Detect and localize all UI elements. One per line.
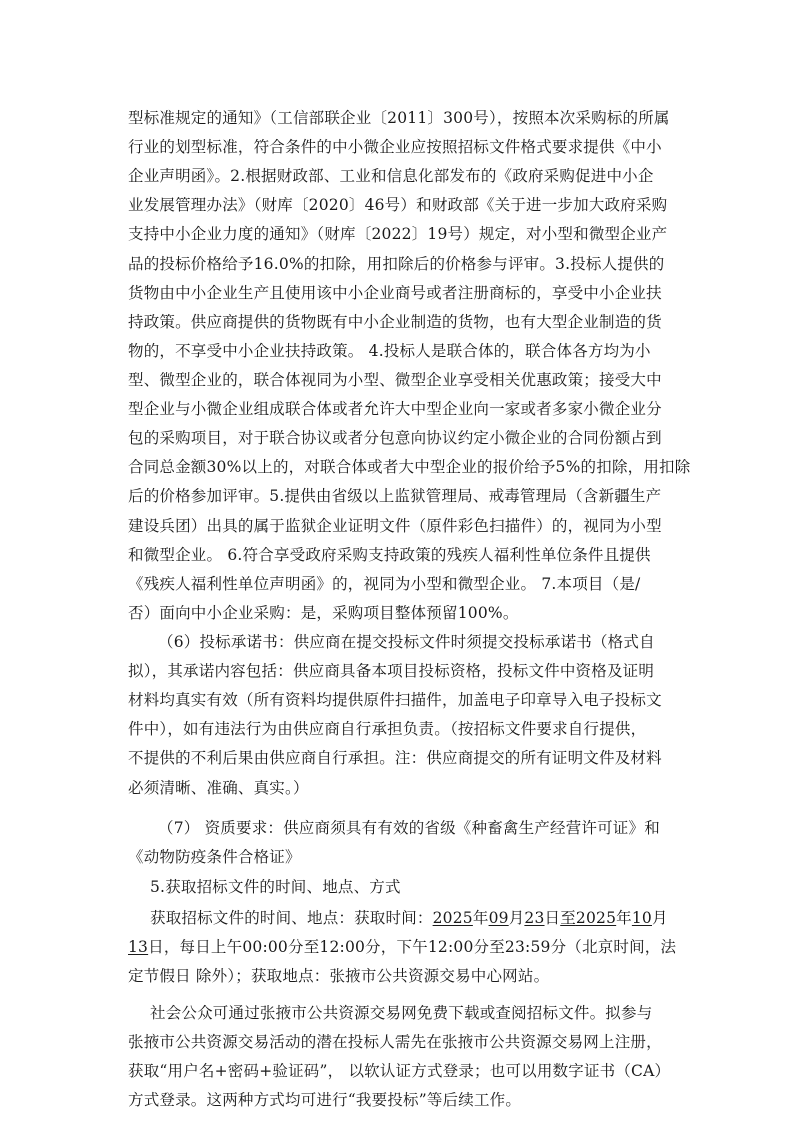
month-label: 月 xyxy=(652,909,668,927)
body-line: 《残疾人福利性单位声明函》的，视同为小型和微型企业。 7.本项目（是/ xyxy=(128,575,641,593)
start-day: 23 xyxy=(524,909,545,927)
schedule-hours: 日，每日上午00:00分至12:00分，下午12:00分至23:59分（北京时间，法 xyxy=(148,938,677,956)
body-line: 持政策。供应商提供的货物既有中小企业制造的货物，也有大型企业制造的货 xyxy=(128,313,662,331)
body-line: 行业的划型标准，符合条件的中小微企业应按照招标文件格式要求提供《中小 xyxy=(128,138,662,156)
end-day: 13 xyxy=(128,938,149,956)
day-label: 日 xyxy=(544,909,561,927)
start-month: 09 xyxy=(488,909,509,927)
body-line: 社会公众可通过张掖市公共资源交易网免费下载或查阅招标文件。拟参与 xyxy=(150,1004,653,1022)
end-year: 2025 xyxy=(575,909,617,927)
body-line: 材料均真实有效（所有资料均提供原件扫描件，加盖电子印章导入电子投标文 xyxy=(128,691,662,709)
body-line: 型企业与小微企业组成联合体或者允许大中型企业向一家或者多家小微企业分 xyxy=(128,400,662,418)
body-line: 包的采购项目，对于联合协议或者分包意向协议约定小微企业的合同份额占到 xyxy=(128,429,662,447)
year-label: 年 xyxy=(472,909,489,927)
body-line: 合同总金额30%以上的，对联合体或者大中型企业的报价给予5%的扣除，用扣除 xyxy=(128,458,691,476)
schedule-line xyxy=(150,908,668,928)
body-line: 张掖市公共资源交易活动的潜在投标人需先在张掖市公共资源交易网上注册， xyxy=(128,1033,662,1051)
section-heading: 5.获取招标文件的时间、地点、方式 xyxy=(150,878,401,896)
body-line: 物的，不享受中小企业扶持政策。 4.投标人是联合体的，联合体各方均为小 xyxy=(128,342,651,360)
body-line: 否）面向中小企业采购：是，采购项目整体预留100%。 xyxy=(128,604,519,622)
start-year: 2025 xyxy=(432,909,473,927)
body-line: 企业声明函》。2.根据财政部、工业和信息化部发布的《政府采购促进中小企 xyxy=(128,167,654,185)
schedule-line: 定节假日 除外）；获取地点：张掖市公共资源交易中心网站。 xyxy=(128,967,550,985)
month-label: 月 xyxy=(508,909,525,927)
to-label: 至 xyxy=(560,909,576,927)
schedule-prefix: 获取招标文件的时间、地点：获取时间： xyxy=(150,909,433,927)
body-line: 必须清晰、准确、真实。） xyxy=(128,779,309,797)
body-line: 后的价格参加评审。5.提供由省级以上监狱管理局、戒毒管理局（含新疆生产 xyxy=(128,487,662,505)
body-line: 《动物防疫条件合格证》 xyxy=(128,848,301,866)
end-month: 10 xyxy=(631,909,652,927)
schedule-line xyxy=(128,937,676,957)
body-line: 货物由中小企业生产且使用该中小企业商号或者注册商标的，享受中小企业扶 xyxy=(128,284,662,302)
body-line: （6）投标承诺书：供应商在提交投标文件时须提交投标承诺书（格式自 xyxy=(158,633,655,651)
body-line: 件中），如有违法行为由供应商自行承担负责。（按招标文件要求自行提供， xyxy=(128,720,647,738)
body-line: 和微型企业。 6.符合享受政府采购支持政策的残疾人福利性单位条件且提供 xyxy=(128,546,651,564)
body-line: 品的投标价格给予16.0%的扣除，用扣除后的价格参与评审。3.投标人提供的 xyxy=(128,255,665,273)
body-line: 支持中小企业力度的通知》（财库〔2022〕19号）规定，对小型和微型企业产 xyxy=(128,225,668,243)
body-line: 建设兵团）出具的属于监狱企业证明文件（原件彩色扫描件）的，视同为小型 xyxy=(128,517,662,535)
body-line: （7） 资质要求：供应商须具有有效的省级《种畜禽生产经营许可证》和 xyxy=(158,819,660,837)
body-line: 业发展管理办法》（财库〔2020〕46号）和财政部《关于进一步加大政府采购 xyxy=(128,196,668,214)
year-label: 年 xyxy=(616,909,632,927)
body-line: 不提供的不利后果由供应商自行承担。注：供应商提交的所有证明文件及材料 xyxy=(128,749,662,767)
body-line: 型标准规定的通知》（工信部联企业〔2011〕300号），按照本次采购标的所属 xyxy=(128,109,670,127)
body-line: 方式登录。这两种方式均可进行“我要投标”等后续工作。 xyxy=(128,1091,522,1109)
body-line: 拟），其承诺内容包括：供应商具备本项目投标资格，投标文件中资格及证明 xyxy=(128,662,655,680)
body-line: 获取“用户名+密码+验证码”， 以软认证方式登录；也可以用数字证书（CA） xyxy=(128,1062,671,1080)
body-line: 型、微型企业的，联合体视同为小型、微型企业享受相关优惠政策；接受大中 xyxy=(128,371,662,389)
